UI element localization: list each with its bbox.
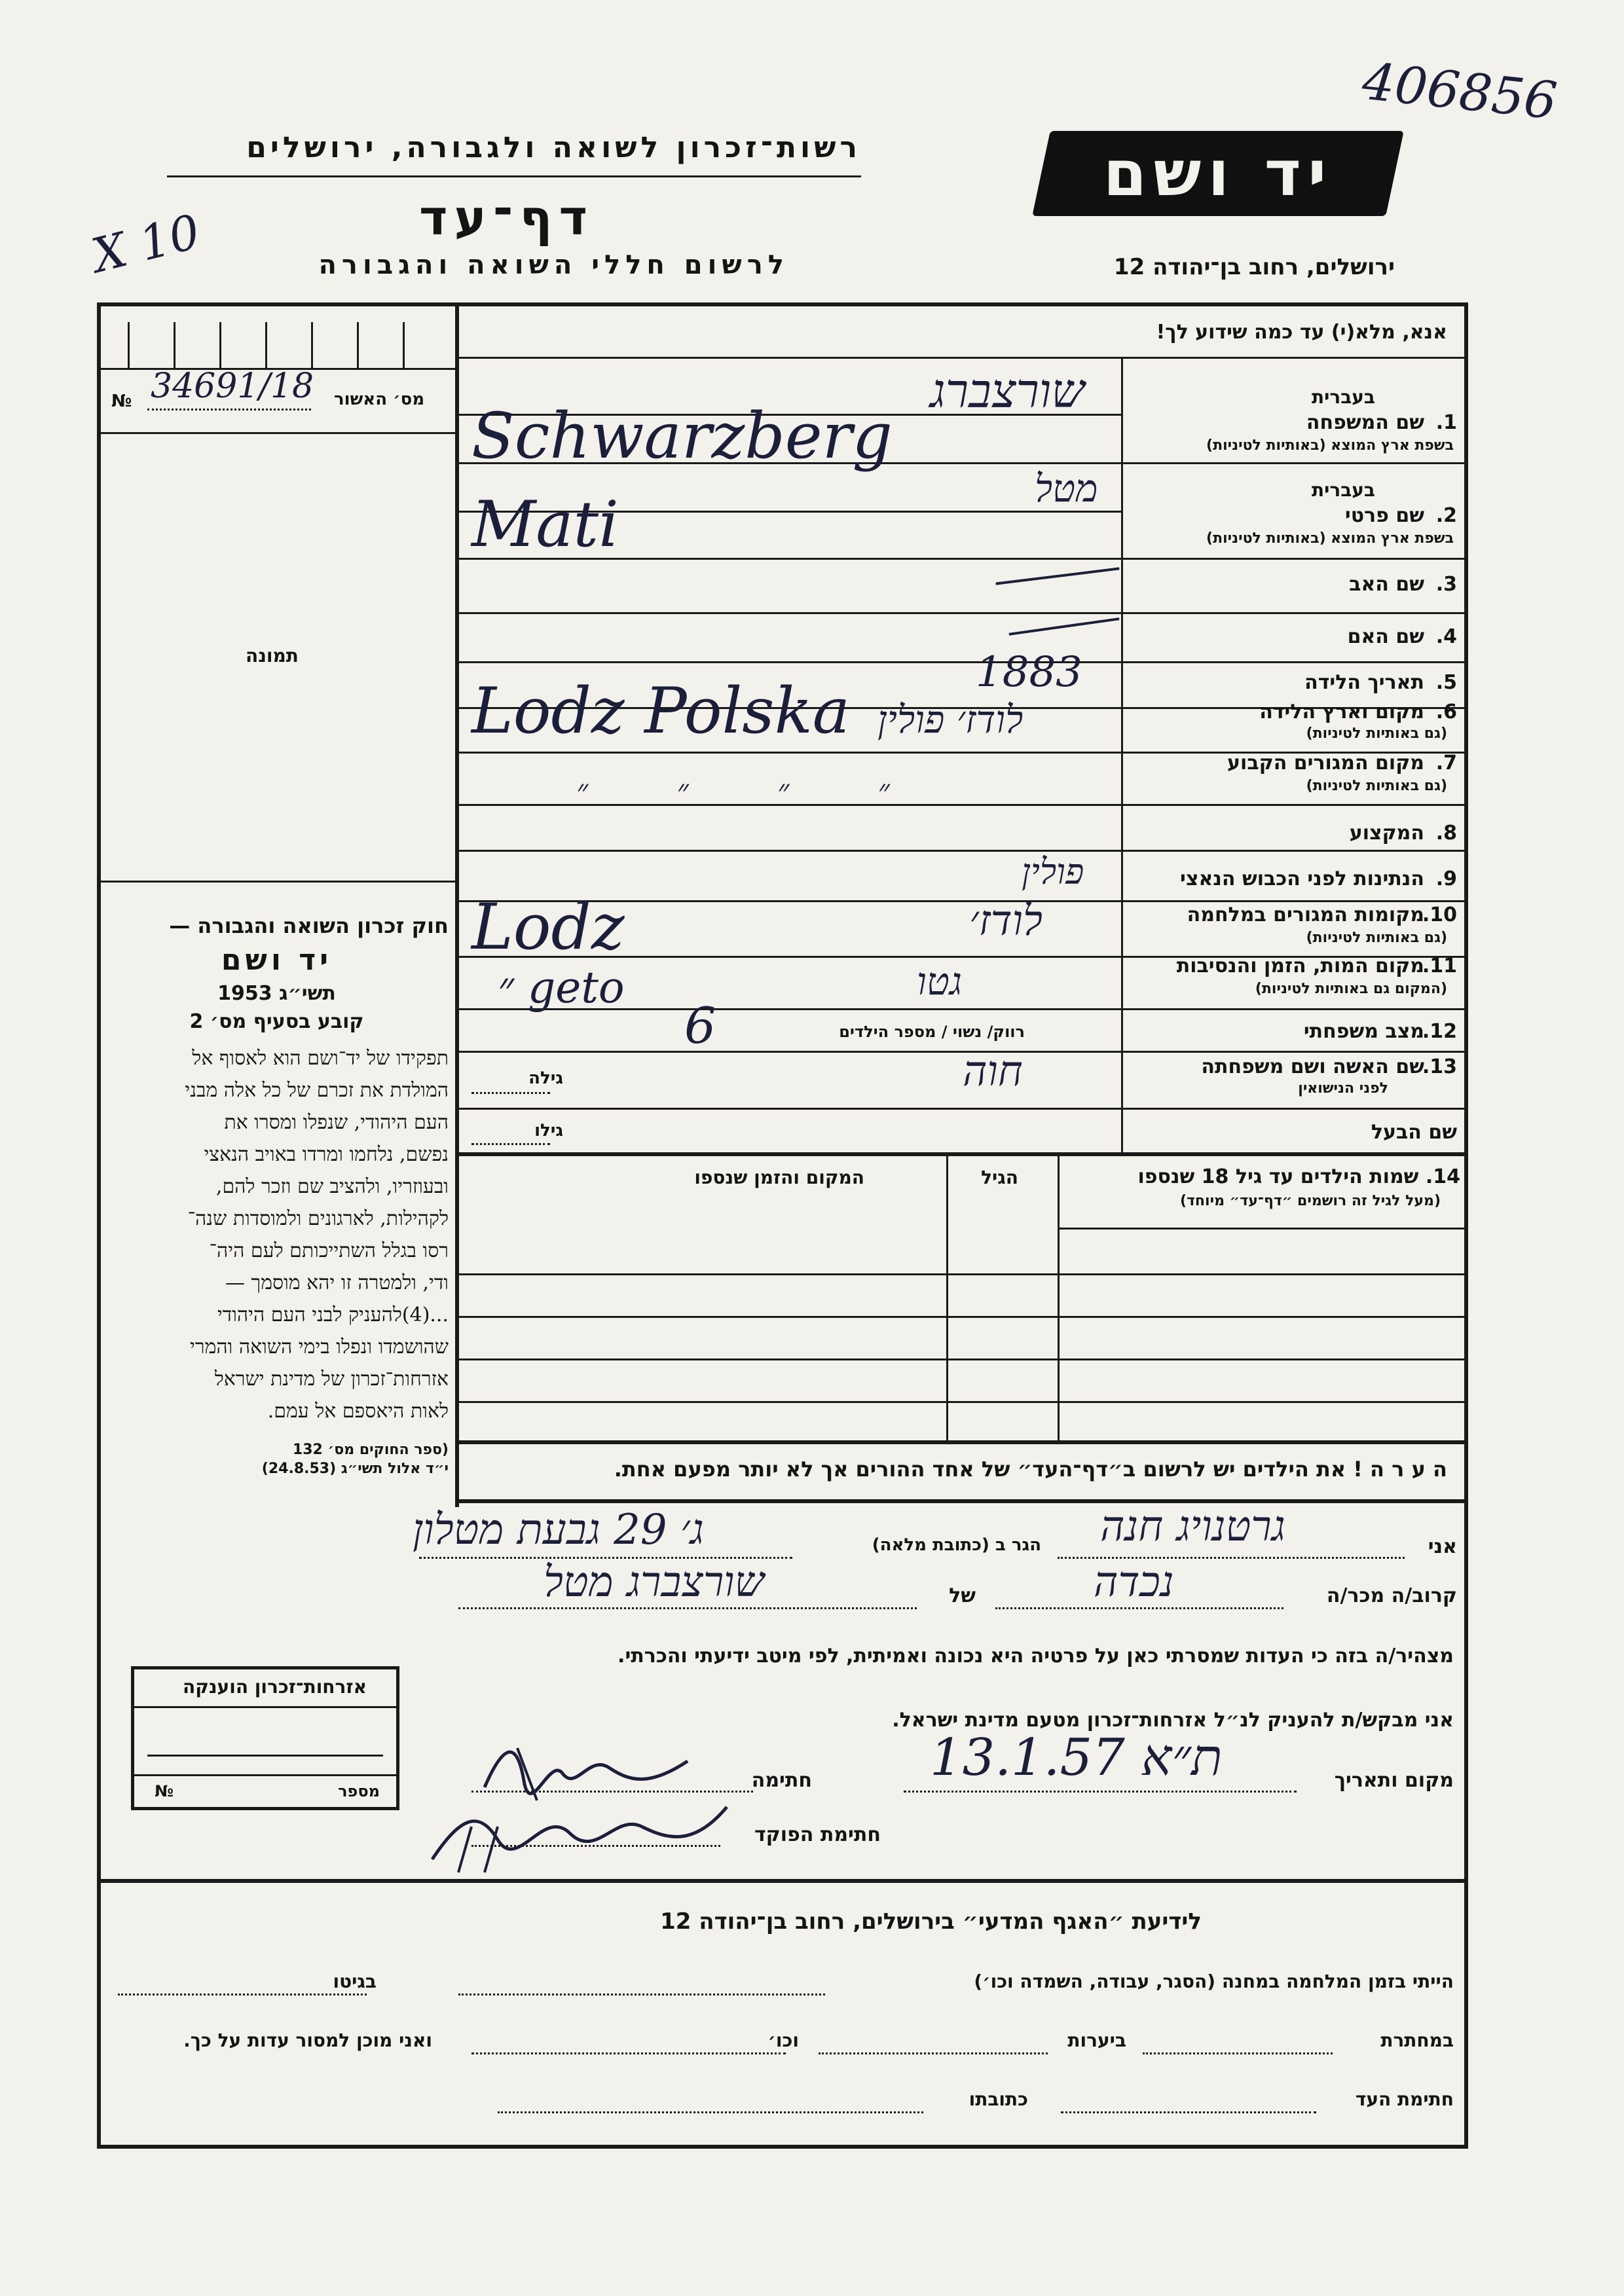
law-line: ובעוזריו, ולהציב שם וזכר להם, [215,1175,449,1198]
witness-prefix: אני [1428,1535,1457,1558]
logo-text: יד ושם [1103,137,1333,210]
field-5-value: 1883 [976,648,1082,697]
grant-box-title: אזרחות־זכרון הוענקה [183,1676,367,1698]
row-line [455,1152,1468,1156]
law-source-2: י״ד אלול תשי״ג (24.8.53) [261,1461,449,1477]
approval-suffix: № [111,392,132,411]
approval-number-line [147,409,311,410]
field-husband-age-line [471,1143,550,1145]
law-line: לקהילות, לארגונים ולמוסדות שנה־ [187,1207,449,1230]
row-line [455,1108,1468,1110]
note: ה ע ר ה ! את הילדים יש לרשום ב״דף־העד״ של אחד ההורים אך לא יותר מפעם אחת. [614,1457,1447,1482]
field-5-num: 5. [1435,671,1457,694]
field-13-age-line [471,1092,550,1094]
footer-line2-field-1 [1143,2052,1333,2054]
children-col-place: המקום והזמן שנספו [694,1167,864,1188]
children-label: 14. שמות הילדים עד גיל 18 שנספו [1137,1165,1460,1188]
law-line: לאות היאספם אל עמם. [267,1400,449,1423]
witness-request: אני מבקש/ת להעניק לנ״ל אזרחות־זכרון מטעם מדינת ישראל. [892,1709,1454,1732]
photo-label: תמונה [246,645,299,666]
field-11-value: ״ geto [498,962,625,1013]
field-6-num: 6. [1435,701,1457,723]
field-12-num: 12. [1422,1020,1457,1043]
field-13-num: 13. [1422,1055,1457,1078]
footer-title: לידיעת ״האגף המדעי״ בירושלים, רחוב בן־יהודה 12 [660,1908,1202,1935]
field-7-num: 7. [1435,752,1457,774]
children-sub: (מעל לגיל זה רושמים ״דף־עד״ מיוחד) [1179,1193,1441,1209]
law-clause: קובע בסעיף מס׳ 2 [189,1010,364,1033]
law-line: ודי, ולמטרה זו יהא מוסמך — [225,1271,449,1294]
field-7-sub: (גם באותיות לטיניות) [1306,778,1447,794]
grant-box-number-suffix: № [155,1782,174,1800]
field-2-hebrew: מטל [1035,466,1098,511]
field-13-sub: לפני הנישואין [1298,1080,1388,1097]
field-11-num: 11. [1422,955,1457,977]
footer-line2-d: ואני מוכן למסור עדות על כך. [183,2030,432,2051]
field-2-num: 2. [1435,504,1457,527]
field-11-sub: (המקום גם באותיות לטיניות) [1255,981,1447,997]
field-1-tag: בעברית [1311,386,1375,408]
law-text [105,1042,449,1427]
field-10-num: 10. [1422,903,1457,926]
footer-line1-field [458,1994,825,1995]
footer-line1-b: בגיטו [333,1971,377,1992]
field-1-sub: בשפת ארץ המוצא (באותיות לטיניות) [1206,437,1454,454]
field-4-label: שם האם [1347,625,1424,648]
law-line: נפשם, נלחמו ומרדו באויב הנאצי [204,1143,449,1166]
field-6-label: מקום וארץ הלידה [1259,701,1424,723]
children-col-age: הגיל [981,1167,1018,1188]
witness-of: שורצברג מטל [544,1558,764,1607]
footer-line3-a: חתימת העד [1355,2088,1454,2110]
law-line: תפקידו של יד־ושם הוא לאסוף אל [192,1047,449,1070]
officer-label: חתימת הפוקד [754,1823,881,1846]
law-line: שהושמדו ונפלו בימי השואה והמרי [189,1336,449,1358]
place-date-value: ת״א 13.1.57 [930,1728,1223,1787]
signature-label: חתימה [751,1769,812,1792]
field-13-value: חוה [963,1048,1023,1096]
field-4-num: 4. [1435,625,1457,648]
field-1-latin: Schwarzberg [471,399,893,473]
footer-line3-field-2 [498,2111,923,2113]
witness-relation-line [995,1607,1283,1609]
field-2-sub: בשפת ארץ המוצא (באותיות לטיניות) [1206,530,1454,547]
instruction: אנא, מלא(י) עד כמה שידוע לך! [1156,321,1447,344]
footer-divider [97,1879,1468,1883]
footer-line2-field-3 [471,2052,786,2054]
yad-vashem-logo [1032,131,1404,216]
footer-line3-field-1 [1061,2111,1316,2113]
row-line [455,612,1468,614]
footer-line2-c: וכו׳ [767,2030,799,2051]
field-6-value: Lodz Polska [471,674,850,748]
row-line [455,850,1468,852]
form-title: דף־עד [419,190,594,246]
field-7-label: מקום המגורים הקבוע [1227,752,1424,774]
footer-line3-b: כתובתו [969,2088,1028,2110]
org-name: רשות־זכרון לשואה ולגבורה, ירושלים [246,131,861,164]
field-6-sub: (גם באותיות לטיניות) [1306,725,1447,742]
footer-line2-field-2 [819,2052,1048,2054]
footer-line1-field-2 [118,1994,367,1995]
field-1-num: 1. [1435,411,1457,434]
witness-of-label: של [949,1584,976,1607]
field-13-label: שם האשה ושם משפחתה [1201,1055,1424,1078]
law-line: אזרחות־זכרון של מדינת ישראל [214,1368,449,1391]
label-column-divider [1121,357,1123,1152]
photo-bottom [98,881,455,883]
officer-line [471,1845,720,1847]
field-5-label: תאריך הלידה [1304,671,1424,694]
law-name: יד ושם [221,943,333,977]
margin-note: X 10 [86,204,206,283]
law-line: המולדת את זכרם של כל אלה מבני [185,1079,449,1102]
field-12-label: מצב משפחתי [1303,1020,1424,1043]
place-date-line [904,1791,1297,1793]
grant-box-number-label: מספר [338,1782,380,1800]
law-line: ...(4)להעניק לבני העם היהודי [217,1303,449,1326]
footer-line1-a: הייתי בזמן המלחמה במחנה (הסגר, עבודה, השמדה וכו׳) [974,1971,1454,1992]
field-6-value-he: לודז׳ פולין [877,697,1024,742]
witness-address: ג׳ 29 גבעת מטלון [413,1506,704,1554]
row-line [455,1051,1468,1053]
archive-number: 406856 [1359,52,1560,132]
field-7-value: ״ ״ ״ ״ [576,773,890,809]
place-date-label: מקום ותאריך [1334,1769,1454,1792]
law-line: רסו בגלל השתייכותם לעם היה־ [209,1239,449,1262]
note-bottom [455,1499,1468,1503]
field-1-hebrew: שורצברג [930,363,1085,418]
approval-number: 34691/18 [151,367,314,406]
field-11-label: מקום המות, הזמן והנסיבות [1176,955,1424,977]
form-subtitle: לרשום חללי השואה והגבורה [318,250,789,280]
witness-name: גרטנויג חנה [1100,1503,1285,1551]
footer-line2-a: במחתרת [1380,2030,1454,2051]
law-block [105,913,449,1477]
witness-of-line [458,1607,917,1609]
witness-relation-label: קרוב/ה מכר/ה [1326,1584,1457,1607]
field-11-value-he: גטו [917,959,963,1004]
law-line: העם היהודי, שנפלו ומסרו את [224,1111,449,1134]
law-title: חוק זכרון השואה והגבורה — [169,913,449,938]
row-line [455,661,1468,663]
field-8-num: 8. [1435,822,1457,845]
field-12-printed: רווק/ נשוי / מספר הילדים [839,1023,1025,1041]
children-col-2 [1058,1152,1060,1440]
field-10-sub: (גם באותיות לטיניות) [1306,930,1447,946]
approval-label: מס׳ האשור [334,390,425,409]
field-1-label: שם המשפחה [1306,411,1424,434]
field-2-label: שם פרטי [1344,504,1424,527]
org-underline [167,175,861,177]
approval-row-bottom [98,432,455,434]
field-9-label: הנתינות לפני הכבוש הנאצי [1180,867,1424,890]
law-source-1: (ספר החוקים מס׳ 132 [292,1442,449,1458]
field-8-label: המקצוע [1349,822,1424,845]
field-10-label: מקומות המגורים במלחמה [1187,903,1424,926]
witness-declaration: מצהיר/ה בזה כי העדות שמסרתי כאן על פרטיה היא נכונה ואמיתית, לפי מיטב ידיעתי והכרתי. [618,1645,1454,1667]
officer-signature [419,1781,733,1879]
field-9-num: 9. [1435,867,1457,890]
field-9-value: פולין [1022,851,1084,892]
witness-relation: נכדה [1094,1558,1174,1607]
field-2-tag: בעברית [1311,479,1375,501]
law-year: תשי״ג 1953 [217,982,336,1005]
field-10-value: Lodz [471,890,625,964]
field-13-age-label: גילה [528,1068,563,1088]
left-column-divider [455,302,459,1507]
field-12-children: 6 [684,996,716,1055]
field-3-num: 3. [1435,573,1457,596]
field-husband-age-label: גילו [534,1121,563,1140]
field-2-latin: Mati [471,488,619,561]
children-col-1 [946,1152,948,1440]
address: ירושלים, רחוב בן־יהודה 12 [1113,254,1395,280]
field-3-label: שם האב [1349,573,1424,596]
field-10-value-he: לודז׳ [969,897,1043,945]
footer-line2-b: ביערות [1067,2030,1126,2051]
field-husband-label: שם הבעל [1371,1121,1457,1144]
witness-resides-label: הגר ב (כתובת מלאה) [872,1535,1041,1555]
instruction-bottom [455,357,1468,359]
